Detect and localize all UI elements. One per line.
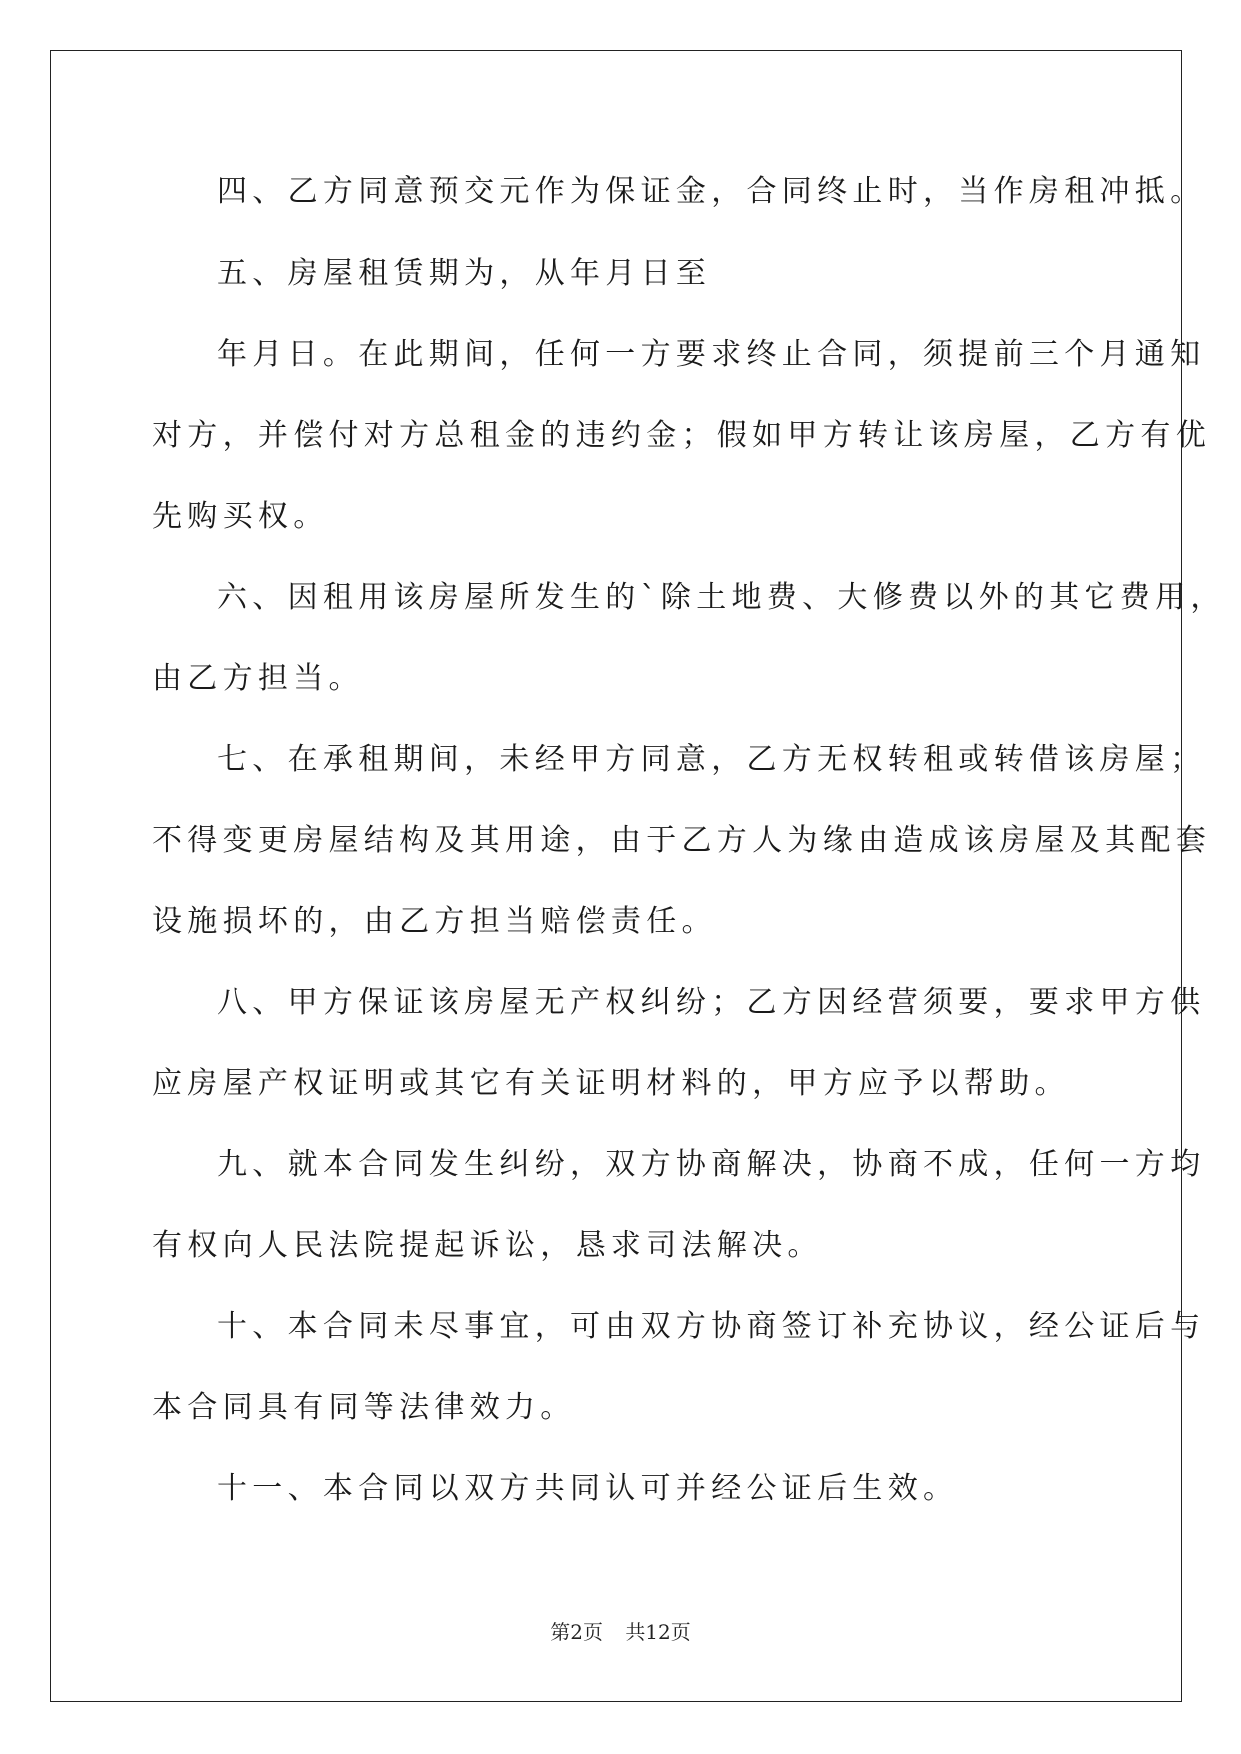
clause-11-line-1: 十一、本合同以双方共同认可并经公证后生效。 [217, 1471, 959, 1506]
clause-8-line-1: 八、甲方保证该房屋无产权纠纷；乙方因经营须要，要求甲方供 [217, 985, 1206, 1020]
clause-6-line-1: 六、因租用该房屋所发生的`除土地费、大修费以外的其它费用， [217, 580, 1226, 615]
clause-5-line-3: 对方，并偿付对方总租金的违约金；假如甲方转让该房屋，乙方有优 [152, 418, 1211, 453]
clause-7-line-3: 设施损坏的，由乙方担当赔偿责任。 [152, 904, 717, 939]
clause-10-line-1: 十、本合同未尽事宜，可由双方协商签订补充协议，经公证后与 [217, 1309, 1206, 1344]
page-number: 第2页 [550, 1620, 603, 1644]
clause-7-line-2: 不得变更房屋结构及其用途，由于乙方人为缘由造成该房屋及其配套 [152, 823, 1211, 858]
page-total: 共12页 [625, 1620, 691, 1644]
clause-9-line-1: 九、就本合同发生纠纷，双方协商解决，协商不成，任何一方均 [217, 1147, 1206, 1182]
clause-6-line-2: 由乙方担当。 [152, 661, 364, 696]
clause-5-line-4: 先购买权。 [152, 499, 329, 534]
clause-8-line-2: 应房屋产权证明或其它有关证明材料的，甲方应予以帮助。 [152, 1066, 1070, 1101]
clause-4-line-1: 四、乙方同意预交元作为保证金，合同终止时，当作房租冲抵。 [217, 174, 1206, 209]
page-footer [0, 1620, 1241, 1644]
page-border [50, 50, 1182, 1702]
clause-10-line-2: 本合同具有同等法律效力。 [152, 1390, 576, 1425]
clause-7-line-1: 七、在承租期间，未经甲方同意，乙方无权转租或转借该房屋； [217, 742, 1206, 777]
clause-5-line-1: 五、房屋租赁期为，从年月日至 [217, 256, 712, 291]
clause-5-line-2: 年月日。在此期间，任何一方要求终止合同，须提前三个月通知 [217, 337, 1206, 372]
clause-9-line-2: 有权向人民法院提起诉讼，恳求司法解决。 [152, 1228, 823, 1263]
